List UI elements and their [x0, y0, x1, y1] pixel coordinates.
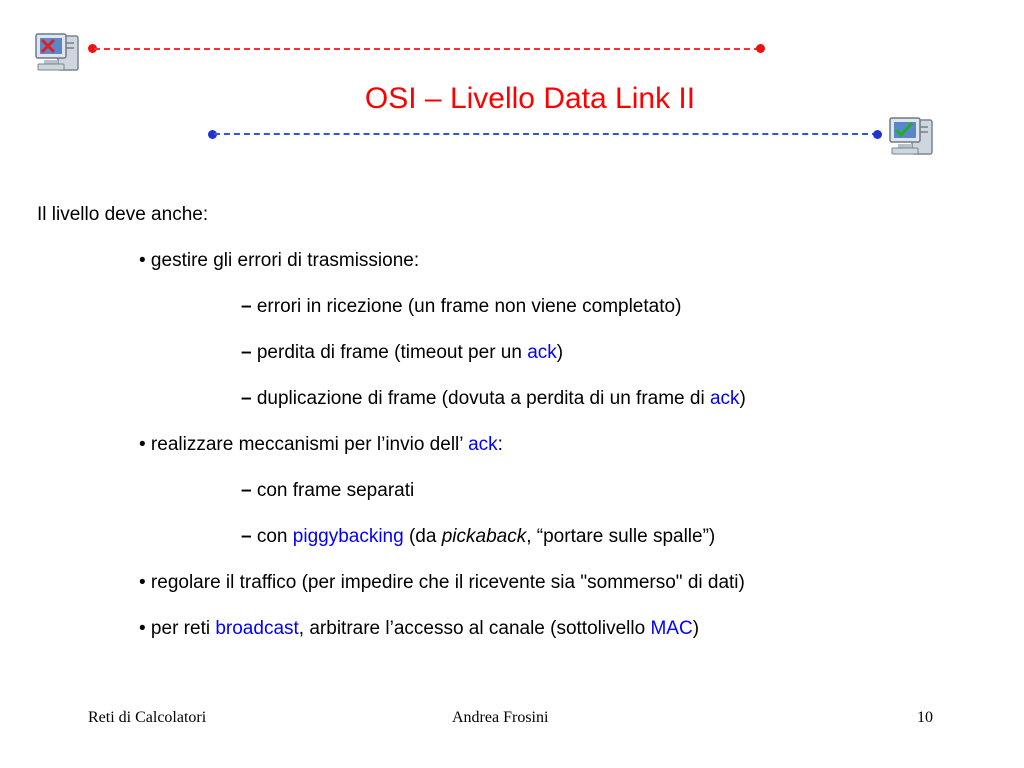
dash-marker: – — [241, 296, 252, 317]
mac-term: MAC — [650, 618, 693, 639]
sub-bullet-text: con — [256, 526, 293, 547]
bullet-text: • per reti — [139, 618, 216, 639]
intro-text: Il livello deve anche: — [37, 204, 209, 225]
rule-dot-right — [873, 130, 882, 139]
ack-term: ack — [468, 434, 498, 455]
piggybacking-term: piggybacking — [292, 526, 404, 547]
bullet-text: • realizzare meccanismi per l’invio dell’ — [139, 434, 469, 455]
broadcast-term: broadcast — [215, 618, 299, 639]
page-number: 10 — [917, 709, 933, 726]
bullet-text-end: ) — [692, 618, 700, 639]
rule-dot-right — [756, 44, 765, 53]
computer-error-icon — [32, 26, 84, 76]
ack-term: ack — [527, 342, 557, 363]
top-dashed-rule — [94, 48, 760, 50]
sub-bullet-text: perdita di frame (timeout per un — [256, 342, 528, 363]
sub-bullet-text-end: ) — [556, 342, 564, 363]
sub-bullet-frame-duplication — [241, 387, 746, 411]
sub-bullet-reception-errors — [241, 295, 681, 319]
sub-bullet-text-end: ) — [739, 388, 746, 409]
pickaback-term: pickaback — [441, 526, 527, 547]
sub-bullet-text: errori in ricezione (un frame non viene completato) — [256, 296, 682, 317]
dash-marker: – — [241, 388, 252, 409]
computer-ok-icon — [884, 110, 938, 162]
sub-bullet-text-mid: (da — [403, 526, 442, 547]
dash-marker: – — [241, 480, 252, 501]
sub-bullet-text: con frame separati — [256, 480, 415, 501]
bullet-ack-mechanisms — [139, 433, 503, 457]
footer-course: Reti di Calcolatori — [88, 709, 207, 726]
sub-bullet-separate-frames — [241, 479, 414, 503]
bottom-dashed-rule — [214, 133, 878, 135]
bullet-traffic-control: • regolare il traffico (per impedire che il ricevente sia "sommerso" di dati) — [139, 572, 745, 593]
footer-author: Andrea Frosini — [452, 709, 549, 726]
sub-bullet-frame-loss — [241, 341, 563, 365]
bullet-errors: • gestire gli errori di trasmissione: — [139, 250, 420, 271]
sub-bullet-text-end: , “portare sulle spalle”) — [526, 526, 716, 547]
bullet-broadcast — [139, 617, 699, 641]
bullet-text-end: : — [497, 434, 503, 455]
dash-marker: – — [241, 342, 252, 363]
ack-term: ack — [709, 388, 740, 409]
slide-title: OSI – Livello Data Link II — [364, 82, 696, 115]
sub-bullet-text: duplicazione di frame (dovuta a perdita di un frame di — [256, 388, 710, 409]
dash-marker: – — [241, 526, 252, 547]
bullet-text-mid: , arbitrare l’accesso al canale (sottolivello — [298, 618, 651, 639]
sub-bullet-piggybacking — [241, 525, 715, 549]
